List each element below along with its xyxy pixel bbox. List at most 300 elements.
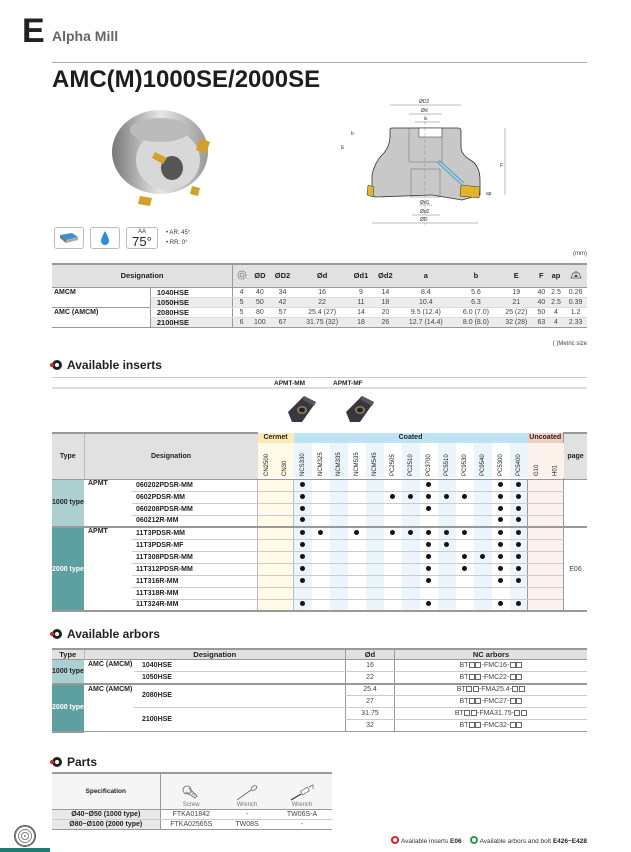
grade-cell [294, 599, 312, 611]
cell: 63 [535, 317, 548, 327]
table-row [52, 515, 587, 527]
nc-prefix: BT [459, 698, 469, 705]
grade-cell [330, 527, 348, 539]
grade-cell [456, 599, 474, 611]
nc-prefix: BT [459, 722, 469, 729]
grade-ncs330: NCS330 [294, 443, 312, 479]
arbors-section-title [52, 627, 160, 641]
grade-cell [528, 551, 546, 563]
col-F: F [535, 264, 548, 287]
grade-cell [294, 527, 312, 539]
grade-cell [366, 539, 384, 551]
cell: 8.4 [398, 287, 455, 297]
designation: 11T312PDSR-MM [132, 563, 258, 575]
grade-cell [510, 479, 528, 491]
grade-cell [330, 539, 348, 551]
grade-cell [546, 539, 564, 551]
label-a: a [424, 116, 427, 122]
grade-cell [474, 479, 492, 491]
grade-cell [402, 539, 420, 551]
available-dot-icon [516, 517, 521, 522]
grade-cell [492, 599, 510, 611]
grade-cell [474, 503, 492, 515]
grade-pc5400: PC5400 [510, 443, 528, 479]
col-Od: Ød [295, 264, 348, 287]
grade-cell [348, 539, 366, 551]
table-row [52, 684, 587, 696]
nc-prefix: BT [459, 662, 469, 669]
col-Od2: Ød2 [373, 264, 397, 287]
grade-cell [366, 575, 384, 587]
grade-cell [510, 575, 528, 587]
available-dot-icon [462, 494, 467, 499]
table-row [52, 307, 587, 317]
grade-cell [402, 599, 420, 611]
grade-cell [366, 599, 384, 611]
grade-cell [456, 539, 474, 551]
label-Od: Ød [421, 108, 428, 114]
grade-cell [510, 551, 528, 563]
cell: 67 [270, 317, 296, 327]
grade-cell [528, 587, 546, 599]
grade-cell [330, 551, 348, 563]
rake-angle-notes [166, 228, 190, 248]
label-Od2: Ød2 [420, 209, 430, 215]
unit-label: (mm) [573, 251, 587, 257]
angle-label: AA [137, 228, 146, 235]
table-row [52, 287, 587, 297]
grade-cell [276, 515, 294, 527]
grade-cell [510, 503, 528, 515]
grade-cell [510, 527, 528, 539]
designation: 060212R-MM [132, 515, 258, 527]
available-dot-icon [462, 554, 467, 559]
nc-arbor [395, 708, 588, 720]
available-dot-icon [516, 506, 521, 511]
group-coated: Coated [294, 433, 528, 443]
grade-cell [312, 515, 330, 527]
grade-cell [474, 539, 492, 551]
available-dot-icon [480, 554, 485, 559]
teeth-icon [233, 264, 251, 287]
wrench-code: TW06S-A [272, 809, 332, 819]
link-page: E06 [450, 838, 462, 845]
cell: 10.4 [398, 297, 455, 307]
cell: 12.7 (14.4) [398, 317, 455, 327]
grade-cell [276, 575, 294, 587]
grade-g10: G10 [528, 443, 546, 479]
grade-cell [348, 515, 366, 527]
available-dot-icon [462, 566, 467, 571]
page-cell [564, 479, 588, 527]
grade-cell [456, 491, 474, 503]
grade-cell [492, 587, 510, 599]
nc-code: -FMC32- [481, 722, 510, 729]
grade-cell [456, 527, 474, 539]
cell: 4 [233, 287, 251, 297]
grade-cell [456, 515, 474, 527]
available-dot-icon [498, 506, 503, 511]
series: AMC (AMCM) [84, 684, 134, 732]
grade-cell [348, 563, 366, 575]
angle-value: 75° [132, 233, 152, 249]
designation: 2100HSE [150, 317, 232, 327]
grade-cell [546, 599, 564, 611]
insert-image-labels [52, 379, 587, 389]
grade-cell [546, 503, 564, 515]
wrench-icon [235, 784, 259, 802]
cell: 2.33 [564, 317, 587, 327]
grade-cell [420, 551, 438, 563]
coolant-drop-icon [90, 227, 120, 249]
footer-links [391, 836, 587, 845]
available-dot-icon [498, 494, 503, 499]
cell: 2.5 [548, 297, 564, 307]
available-dot-icon [426, 601, 431, 606]
grade-cell [528, 491, 546, 503]
parts-title-text: Parts [67, 755, 98, 769]
parts-section-title [52, 755, 97, 769]
grade-cell [294, 551, 312, 563]
available-dot-icon [498, 530, 503, 535]
grade-cell [312, 491, 330, 503]
available-dot-icon [444, 494, 449, 499]
col-b: b [454, 264, 498, 287]
grade-cell [456, 503, 474, 515]
cell: 25 (22) [498, 307, 535, 317]
cell: 19 [498, 287, 535, 297]
cell: 40 [535, 297, 548, 307]
page-title: AMC(M)1000SE/2000SE [52, 66, 321, 93]
grade-cell [258, 491, 276, 503]
cell: 16 [295, 287, 348, 297]
grade-cell [366, 515, 384, 527]
grade-cell [528, 527, 546, 539]
cell: 40 [535, 287, 548, 297]
grade-cell [312, 539, 330, 551]
grade-cell [258, 479, 276, 491]
radial-rake-note: • RR: 0° [166, 240, 188, 246]
wrench-code: - [272, 819, 332, 829]
type-cell: 1000 type [52, 660, 84, 684]
insert-label-mm: APMT-MM [274, 380, 306, 387]
grade-cell [456, 587, 474, 599]
grade-cn2500: CN2500 [258, 443, 276, 479]
grade-cell [528, 575, 546, 587]
grade-cell [348, 599, 366, 611]
grade-cell [546, 563, 564, 575]
grade-cell [420, 503, 438, 515]
grade-cell [348, 551, 366, 563]
grade-cell [294, 503, 312, 515]
grade-cell [528, 563, 546, 575]
grade-cell [348, 575, 366, 587]
grade-cell [294, 587, 312, 599]
cell: 50 [250, 297, 270, 307]
cell: 40 [250, 287, 270, 297]
nc-prefix: BT [456, 686, 466, 694]
grade-cell [546, 551, 564, 563]
grade-ncm335: NCM335 [330, 443, 348, 479]
nc-prefix: BT [454, 710, 464, 717]
grade-cell [258, 551, 276, 563]
cell: 0.26 [564, 287, 587, 297]
grade-cell [312, 563, 330, 575]
available-dot-icon [516, 554, 521, 559]
grade-cell [384, 587, 402, 599]
insert-apmt-mm-image [282, 392, 322, 426]
grade-cell [276, 539, 294, 551]
nc-arbor [395, 696, 588, 708]
col-type: Type [52, 649, 84, 660]
grade-cell [474, 527, 492, 539]
cell: 31.75 (32) [295, 317, 348, 327]
designation: 1050HSE [150, 297, 232, 307]
grade-cell [528, 539, 546, 551]
nc-code: -FMC22- [481, 673, 510, 681]
designation: 1050HSE [134, 672, 346, 684]
grade-cell [438, 539, 456, 551]
wrench-code: TW08S [222, 819, 272, 829]
available-dot-icon [354, 530, 359, 535]
nc-code: -FMC16- [481, 662, 510, 669]
grade-cell [546, 527, 564, 539]
table-row [52, 491, 587, 503]
grade-cell [384, 479, 402, 491]
cell: 1.2 [564, 307, 587, 317]
grade-cell [384, 503, 402, 515]
available-dot-icon [408, 494, 413, 499]
feature-icons [54, 227, 190, 249]
grade-cell [420, 539, 438, 551]
available-dot-icon [444, 542, 449, 547]
grade-cell [474, 515, 492, 527]
grade-cell [312, 503, 330, 515]
grade-cell [330, 599, 348, 611]
nc-arbor [395, 684, 588, 696]
available-dot-icon [300, 530, 305, 535]
table-row [52, 819, 332, 829]
grade-cell [276, 479, 294, 491]
grade-cell [402, 587, 420, 599]
available-dot-icon [300, 566, 305, 571]
grade-cell [366, 503, 384, 515]
arrow-icon [470, 836, 478, 844]
available-dot-icon [462, 530, 467, 535]
grade-cell [348, 587, 366, 599]
grade-pc5300: PC5300 [492, 443, 510, 479]
type-cell: 2000 type [52, 527, 84, 611]
group-cermet: Cermet [258, 433, 294, 443]
table-row [52, 660, 587, 672]
arbors-table [52, 648, 587, 733]
grade-cell [276, 491, 294, 503]
cell: 18 [349, 317, 373, 327]
approach-angle-badge [126, 227, 158, 249]
od-value: 27 [346, 696, 395, 708]
col-Od1: Ød1 [349, 264, 373, 287]
grade-cell [510, 563, 528, 575]
grade-cell [330, 563, 348, 575]
od-value: 31.75 [346, 708, 395, 720]
grade-cell [258, 539, 276, 551]
grade-cell [546, 479, 564, 491]
grade-cell [384, 491, 402, 503]
section-bullet-icon [52, 757, 62, 767]
grade-cell [330, 515, 348, 527]
grade-cell [438, 599, 456, 611]
series: APMT [84, 527, 132, 611]
available-dot-icon [300, 554, 305, 559]
grade-pc5510: PC5510 [438, 443, 456, 479]
grade-cell [366, 551, 384, 563]
grade-cell [276, 503, 294, 515]
grade-cell [402, 527, 420, 539]
designation: 11T324R-MM [132, 599, 258, 611]
grade-cell [276, 527, 294, 539]
cell: 4 [548, 307, 564, 317]
grade-cell [402, 563, 420, 575]
col-OD: ØD [250, 264, 270, 287]
col-OD2: ØD2 [270, 264, 296, 287]
link-page: E426~E428 [552, 838, 587, 845]
table-row [52, 563, 587, 575]
col-screw [160, 773, 222, 809]
grade-cell [276, 587, 294, 599]
grade-cell [420, 479, 438, 491]
grade-cell [420, 599, 438, 611]
grade-cell [294, 563, 312, 575]
available-dot-icon [516, 494, 521, 499]
parts-table [52, 772, 332, 830]
grade-cell [492, 479, 510, 491]
grade-cell [510, 491, 528, 503]
grade-cell [258, 563, 276, 575]
cell: 50 [535, 307, 548, 317]
grade-cell [492, 563, 510, 575]
grade-cell [420, 515, 438, 527]
available-dot-icon [498, 482, 503, 487]
grade-cell [492, 539, 510, 551]
available-dot-icon [426, 566, 431, 571]
grade-cell [348, 503, 366, 515]
grade-cell [384, 539, 402, 551]
grade-cell [384, 527, 402, 539]
table-row [52, 551, 587, 563]
available-dot-icon [516, 530, 521, 535]
col-ap: ap [548, 264, 564, 287]
grade-cell [438, 575, 456, 587]
grade-cell [258, 503, 276, 515]
cell: 20 [373, 307, 397, 317]
grade-ncm325: NCM325 [312, 443, 330, 479]
grade-cell [384, 515, 402, 527]
cell: 32 (28) [498, 317, 535, 327]
screw-label: Screw [182, 801, 200, 808]
footer-link-arbors[interactable] [470, 836, 587, 845]
grade-cell [258, 527, 276, 539]
section-letter: E [22, 12, 45, 50]
cell: 100 [250, 317, 270, 327]
grade-cell [510, 515, 528, 527]
grade-cell [330, 491, 348, 503]
grade-cell [456, 551, 474, 563]
available-dot-icon [300, 494, 305, 499]
available-dot-icon [516, 578, 521, 583]
available-dot-icon [498, 517, 503, 522]
designation: 060202PDSR-MM [132, 479, 258, 491]
grade-cell [546, 587, 564, 599]
grade-cell [528, 599, 546, 611]
grade-cell [492, 491, 510, 503]
grade-cell [492, 503, 510, 515]
series: AMC (AMCM) [84, 660, 134, 684]
cell: 5 [233, 297, 251, 307]
grade-cell [330, 479, 348, 491]
grade-ncm545: NCM545 [366, 443, 384, 479]
grade-cell [258, 575, 276, 587]
section-bullet-icon [52, 360, 62, 370]
label-OD2: ØD2 [419, 99, 430, 105]
grade-cell [528, 479, 546, 491]
table-row [52, 539, 587, 551]
available-dot-icon [498, 554, 503, 559]
cell: 4 [548, 317, 564, 327]
available-dot-icon [498, 566, 503, 571]
cell: 0.39 [564, 297, 587, 307]
available-dot-icon [300, 482, 305, 487]
cell: 6.3 [454, 297, 498, 307]
cell: 14 [349, 307, 373, 317]
available-dot-icon [516, 601, 521, 606]
cell: 11 [349, 297, 373, 307]
grade-cell [402, 515, 420, 527]
cell: 42 [270, 297, 296, 307]
grade-cell [402, 479, 420, 491]
cell: 2.5 [548, 287, 564, 297]
available-dot-icon [426, 554, 431, 559]
available-dot-icon [390, 494, 395, 499]
grade-cell [258, 587, 276, 599]
available-dot-icon [300, 506, 305, 511]
grade-cell [258, 515, 276, 527]
grade-cell [474, 491, 492, 503]
wrench-label: Wrench [236, 801, 258, 808]
designation: 11T316R-MM [132, 575, 258, 587]
cell: 5.6 [454, 287, 498, 297]
available-dot-icon [426, 494, 431, 499]
nc-arbor [395, 672, 588, 684]
grade-cell [312, 575, 330, 587]
grade-cell [510, 599, 528, 611]
designation: 1040HSE [134, 660, 346, 672]
cell: 8.0 (8.0) [454, 317, 498, 327]
available-dot-icon [516, 566, 521, 571]
grade-cell [456, 563, 474, 575]
designation: 2080HSE [150, 307, 232, 317]
designation: 2080HSE [134, 684, 346, 708]
table-row [52, 599, 587, 611]
grade-pc9540: PC9540 [474, 443, 492, 479]
grade-cell [348, 491, 366, 503]
available-dot-icon [300, 517, 305, 522]
footer-link-inserts[interactable] [391, 836, 462, 845]
grade-ncm535: NCM535 [348, 443, 366, 479]
designation: 060208PDSR-MM [132, 503, 258, 515]
grade-cell [312, 599, 330, 611]
col-a: a [398, 264, 455, 287]
grade-cell [438, 491, 456, 503]
